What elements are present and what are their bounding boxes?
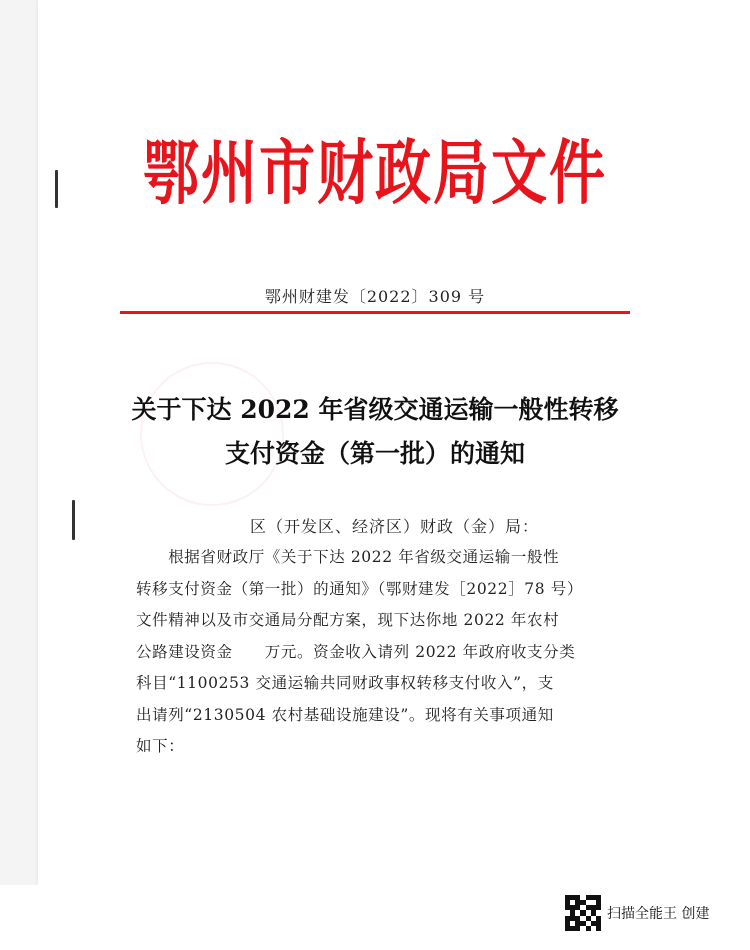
body-line: 转移支付资金（第一批）的通知》（鄂财建发［2022］78 号）	[136, 579, 583, 598]
salutation: 区（开发区、经济区）财政（金）局：	[250, 517, 540, 536]
body-line: 根据省财政厅《关于下达 2022 年省级交通运输一般性	[136, 548, 560, 566]
scanner-watermark	[565, 893, 709, 933]
watermark-text: 扫描全能王 创建	[607, 906, 710, 922]
document-header-title: 鄂州市财政局文件	[143, 131, 607, 215]
notice-title-line-1: 关于下达 2022 年省级交通运输一般性转移	[131, 395, 619, 424]
body-line: 出请列“2130504 农村基础设施建设”。现将有关事项通知	[136, 705, 554, 724]
document-number: 鄂州财建发〔2022〕309 号	[264, 287, 486, 306]
red-divider-line	[120, 311, 630, 314]
scan-artifact-mark	[72, 500, 75, 540]
body-line: 科目“1100253 交通运输共同财政事权转移支付收入”，支	[136, 674, 554, 692]
notice-title-line-2: 支付资金（第一批）的通知	[224, 439, 525, 468]
notice-title	[0, 388, 750, 476]
notice-body	[136, 542, 632, 763]
qr-code-icon	[565, 895, 601, 931]
body-line: 文件精神以及市交通局分配方案，现下达你地 2022 年农村	[136, 611, 560, 629]
body-line: 如下：	[136, 737, 185, 755]
body-line: 公路建设资金 万元。资金收入请列 2022 年政府收支分类	[136, 642, 576, 661]
